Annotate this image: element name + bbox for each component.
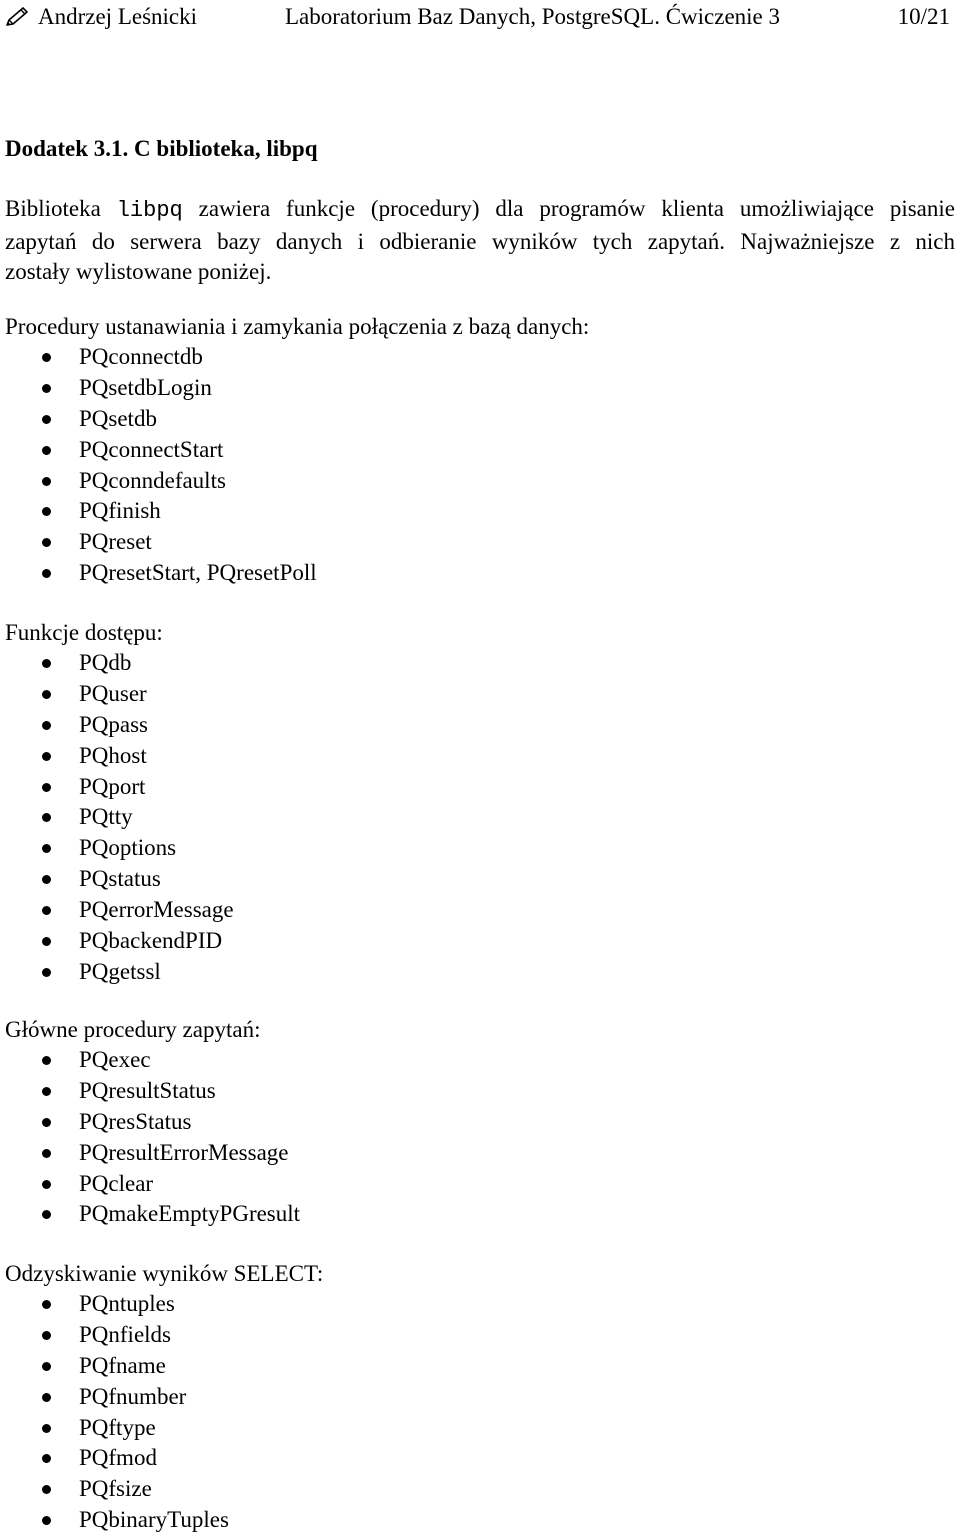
bullet-icon [42, 906, 51, 915]
list-select-results [0, 1289, 229, 1536]
list-item [0, 558, 317, 589]
bullet-icon [42, 968, 51, 977]
list-item-label: PQdb [79, 650, 132, 675]
list-item [0, 741, 234, 772]
bullet-icon [42, 507, 51, 516]
bullet-icon [42, 752, 51, 761]
list-item [0, 710, 234, 741]
list-item-label: PQport [79, 773, 146, 799]
bullet-icon [42, 844, 51, 853]
list-item-label: PQoptions [79, 835, 177, 861]
intro-text: zawiera funkcje (procedury) dla programów klienta umożliwiające pisanie [182, 196, 955, 221]
list-item-label: PQresetStart, PQresetPoll [79, 560, 317, 586]
list-access-functions [0, 648, 234, 988]
list-item [0, 1320, 229, 1351]
list-item [0, 527, 317, 558]
list-item [0, 864, 234, 895]
list-item [0, 772, 234, 803]
bullet-icon [42, 659, 51, 668]
bullet-icon [42, 1424, 51, 1433]
list-item [0, 895, 234, 926]
list-item-label: PQresultErrorMessage [79, 1139, 289, 1165]
bullet-icon [42, 1485, 51, 1494]
list-item-label: PQresultStatus [79, 1077, 216, 1103]
bullet-icon [42, 415, 51, 424]
list-item [0, 1045, 300, 1076]
bullet-icon [42, 1516, 51, 1525]
intro-paragraph [5, 194, 955, 288]
bullet-icon [42, 446, 51, 455]
list-item [0, 404, 317, 435]
list-item [0, 1107, 300, 1138]
list-item [0, 1474, 229, 1505]
bullet-icon [42, 384, 51, 393]
list-item-label: PQsetdb [79, 405, 157, 431]
intro-line-3: zostały wylistowane poniżej. [5, 259, 272, 284]
list-item-label: PQconnectdb [79, 344, 203, 369]
list-item [0, 373, 317, 404]
bullet-icon [42, 538, 51, 547]
list-item-label: PQfmod [79, 1445, 157, 1471]
list-item [0, 926, 234, 957]
section-heading-access: Funkcje dostępu: [5, 620, 163, 645]
bullet-icon [42, 813, 51, 822]
library-name-code: libpq [116, 198, 183, 223]
list-item [0, 1443, 229, 1474]
bullet-icon [42, 1300, 51, 1309]
list-item-label: PQreset [79, 529, 152, 555]
list-item [0, 342, 317, 373]
header-course-title: Laboratorium Baz Danych, PostgreSQL. Ćwiczenie 3 [285, 4, 781, 29]
list-item [0, 648, 234, 679]
bullet-icon [42, 1454, 51, 1463]
page-header [4, 2, 954, 32]
list-item [0, 802, 234, 833]
bullet-icon [42, 937, 51, 946]
bullet-icon [42, 721, 51, 730]
list-item [0, 496, 317, 527]
list-item [0, 679, 234, 710]
section-heading-select: Odzyskiwanie wyników SELECT: [5, 1261, 324, 1286]
section-heading-connection: Procedury ustanawiania i zamykania połączenia z bazą danych: [5, 314, 590, 339]
list-item [0, 957, 234, 988]
list-item-label: PQbackendPID [79, 928, 223, 954]
bullet-icon [42, 875, 51, 884]
list-connection-procedures [0, 342, 317, 589]
list-item-label: PQtty [79, 804, 133, 830]
list-query-procedures [0, 1045, 300, 1230]
list-item [0, 435, 317, 466]
list-item-label: PQconndefaults [79, 467, 226, 493]
intro-text: Biblioteka [5, 196, 117, 221]
list-item-label: PQhost [79, 742, 147, 768]
bullet-icon [42, 1362, 51, 1371]
list-item-label: PQexec [79, 1047, 151, 1072]
list-item [0, 1505, 229, 1536]
bullet-icon [42, 1210, 51, 1219]
list-item-label: PQclear [79, 1170, 154, 1196]
list-item [0, 1199, 300, 1230]
bullet-icon [42, 1056, 51, 1065]
list-item [0, 1138, 300, 1169]
list-item [0, 833, 234, 864]
section-heading-query: Główne procedury zapytań: [5, 1017, 261, 1042]
list-item [0, 1351, 229, 1382]
header-page-number: 10/21 [897, 4, 950, 29]
bullet-icon [42, 353, 51, 362]
bullet-icon [42, 1331, 51, 1340]
intro-line-2: zapytań do serwera bazy danych i odbieranie wyników tych zapytań. Najważniejsze z nich [5, 228, 955, 254]
bullet-icon [42, 477, 51, 486]
intro-line-1 [5, 194, 955, 227]
list-item [0, 1169, 300, 1200]
list-item-label: PQconnectStart [79, 436, 224, 462]
bullet-icon [42, 1393, 51, 1402]
bullet-icon [42, 1149, 51, 1158]
bullet-icon [42, 1087, 51, 1096]
list-item-label: PQmakeEmptyPGresult [79, 1201, 301, 1227]
list-item-label: PQftype [79, 1414, 156, 1440]
pencil-icon [4, 6, 30, 28]
list-item-label: PQfsize [79, 1476, 152, 1502]
list-item-label: PQfnumber [79, 1383, 187, 1409]
header-author: Andrzej Leśnicki [38, 4, 198, 29]
bullet-icon [42, 690, 51, 699]
list-item-label: PQsetdbLogin [79, 374, 212, 400]
bullet-icon [42, 783, 51, 792]
bullet-icon [42, 1118, 51, 1127]
list-item [0, 1413, 229, 1444]
list-item-label: PQerrorMessage [79, 897, 234, 923]
list-item-label: PQntuples [79, 1291, 175, 1316]
list-item [0, 466, 317, 497]
section-title: Dodatek 3.1. C biblioteka, libpq [5, 136, 318, 161]
bullet-icon [42, 569, 51, 578]
list-item-label: PQbinaryTuples [79, 1507, 229, 1533]
list-item-label: PQpass [79, 711, 149, 737]
list-item-label: PQfinish [79, 498, 161, 524]
list-item-label: PQresStatus [79, 1108, 192, 1134]
list-item [0, 1076, 300, 1107]
list-item [0, 1382, 229, 1413]
list-item-label: PQuser [79, 680, 147, 706]
bullet-icon [42, 1180, 51, 1189]
list-item-label: PQnfields [79, 1321, 171, 1347]
list-item-label: PQstatus [79, 866, 161, 892]
list-item-label: PQfname [79, 1352, 166, 1378]
list-item [0, 1289, 229, 1320]
list-item-label: PQgetssl [79, 958, 161, 984]
